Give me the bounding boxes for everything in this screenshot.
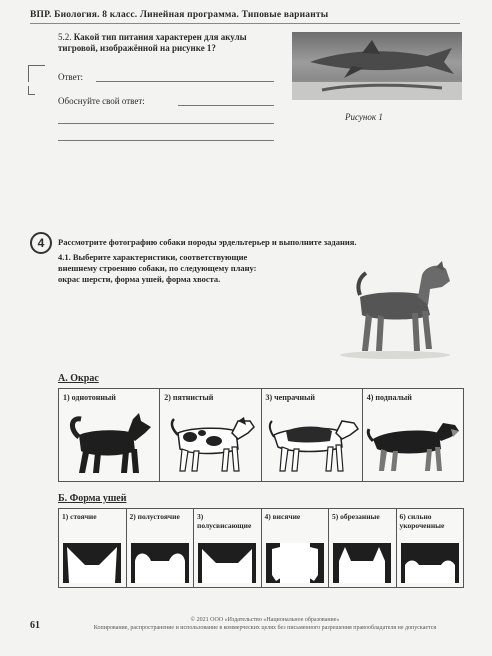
dog-spotted-icon	[162, 407, 259, 477]
tiger-shark-photo	[292, 32, 462, 100]
question-4-1-text: Выберите характеристики, соответствующие внешнему строению собаки, по следующему плану: окрас шерсти, форма ушей, форма хвоста.	[58, 252, 257, 284]
ear-option-4[interactable]	[262, 509, 330, 587]
dog-saddle-icon	[264, 407, 361, 477]
coat-option-3[interactable]	[262, 389, 363, 481]
answer-label: Ответ:	[58, 72, 84, 82]
ear-option-3[interactable]	[194, 509, 262, 587]
ear-option-6-label: 6) сильно укороченные	[399, 512, 445, 530]
airedale-terrier-photo	[330, 255, 460, 360]
coat-option-3-label: 3) чепрачный	[265, 393, 315, 402]
coat-option-4[interactable]	[363, 389, 463, 481]
ear-option-5[interactable]	[329, 509, 397, 587]
ear-option-4-label: 4) висячие	[264, 512, 301, 521]
ears-semi-drooping-icon	[198, 543, 256, 583]
answer-field[interactable]	[96, 81, 274, 82]
dog-solid-color-icon	[61, 407, 158, 477]
page-number: 61	[30, 620, 40, 631]
copyright-footer	[70, 616, 460, 632]
justify-field-line-3[interactable]	[58, 140, 274, 141]
coat-option-1-label: 1) однотонный	[63, 393, 116, 402]
justify-field-line-2[interactable]	[58, 123, 274, 124]
ears-erect-icon	[63, 543, 121, 583]
ear-option-5-label: 5) обрезанные	[332, 512, 380, 521]
question-4-intro: Рассмотрите фотографию собаки породы эрдельтерьер и выполните задания.	[58, 237, 357, 247]
copyright-line-1: © 2021 ООО «Издательство «Национальное образование»	[190, 617, 340, 623]
coat-option-4-label: 4) подпалый	[366, 393, 412, 402]
page-header: ВПР. Биология. 8 класс. Линейная программа. Типовые варианты	[30, 10, 460, 24]
question-5-2-number: 5.2.	[58, 32, 72, 42]
coat-color-options-table	[58, 388, 464, 482]
coat-option-2[interactable]	[160, 389, 261, 481]
coat-option-2-label: 2) пятнистый	[164, 393, 214, 402]
coat-option-1[interactable]	[59, 389, 160, 481]
copyright-line-2: Копирование, распространение и использование в коммерческих целях без письменного разрешения правообладателя не допускается	[93, 625, 437, 631]
question-5-2-text: Какой тип питания характерен для акулы тигровой, изображённой на рисунке 1?	[58, 32, 247, 53]
justify-field-line-1[interactable]	[178, 105, 274, 106]
ears-drooping-icon	[266, 543, 324, 583]
answer-bracket-mark	[28, 65, 45, 82]
ears-cropped-icon	[333, 543, 391, 583]
section-a-title: А. Окрас	[58, 373, 99, 384]
section-b-title: Б. Форма ушей	[58, 493, 127, 504]
answer-bracket-mark-bottom	[28, 86, 35, 95]
question-4-1	[58, 252, 278, 285]
ear-option-1[interactable]	[59, 509, 127, 587]
ear-option-3-label: 3) полусвисающие	[197, 512, 252, 530]
ear-option-1-label: 1) стоячие	[62, 512, 97, 521]
ear-option-6[interactable]	[397, 509, 464, 587]
justify-label: Обоснуйте свой ответ:	[58, 96, 145, 106]
ear-option-2[interactable]	[127, 509, 195, 587]
dog-tan-points-icon	[365, 407, 462, 477]
ear-option-2-label: 2) полустоячие	[129, 512, 180, 521]
question-5-2	[58, 32, 278, 54]
ears-very-short-icon	[401, 543, 459, 583]
question-4-1-number: 4.1.	[58, 252, 71, 262]
ear-shape-options-table	[58, 508, 464, 588]
question-4-number: 4	[30, 232, 52, 254]
figure-1-caption: Рисунок 1	[345, 112, 383, 122]
ears-semi-erect-icon	[131, 543, 189, 583]
